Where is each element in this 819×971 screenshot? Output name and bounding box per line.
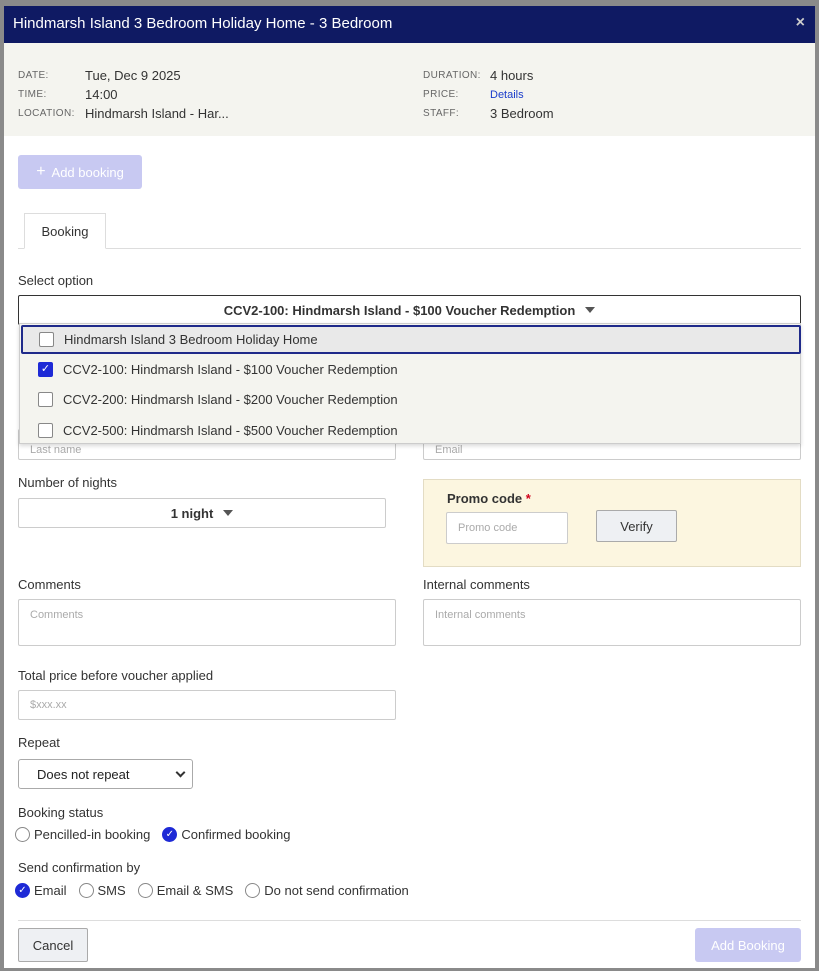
time-label: TIME: [18, 89, 47, 100]
radio-icon[interactable] [138, 883, 153, 898]
internal-comments-textarea[interactable] [423, 599, 801, 646]
checkbox-icon[interactable] [38, 392, 53, 407]
price-details-link[interactable]: Details [490, 89, 524, 101]
booking-status-group [15, 827, 302, 842]
dropdown-option[interactable] [21, 325, 801, 354]
option-label: CCV2-500: Hindmarsh Island - $500 Voucher Redemption [63, 422, 398, 438]
tab-booking[interactable]: Booking [24, 213, 106, 249]
checkbox-checked-icon[interactable]: ✓ [38, 362, 53, 377]
option-label: CCV2-200: Hindmarsh Island - $200 Voucher Redemption [63, 391, 398, 407]
email-placeholder: Email [435, 443, 463, 456]
status-option-pencilled[interactable] [15, 827, 150, 842]
duration-label: DURATION: [423, 70, 481, 81]
nights-select[interactable] [18, 498, 386, 528]
radio-label: Confirmed booking [181, 827, 291, 842]
internal-comments-placeholder: Internal comments [435, 609, 526, 621]
option-select[interactable] [18, 295, 801, 325]
duration-value: 4 hours [490, 68, 534, 83]
option-select-value: CCV2-100: Hindmarsh Island - $100 Voucher Redemption [223, 302, 576, 318]
checkbox-icon[interactable] [38, 423, 53, 438]
internal-comments-label: Internal comments [423, 577, 530, 592]
confirm-option-email[interactable] [15, 883, 67, 898]
add-booking-submit-button[interactable]: Add Booking [695, 928, 801, 962]
checkbox-icon[interactable] [39, 332, 54, 347]
comments-textarea[interactable] [18, 599, 396, 646]
modal-header [4, 6, 815, 43]
radio-checked-icon[interactable]: ✓ [162, 827, 177, 842]
option-label: Hindmarsh Island 3 Bedroom Holiday Home [64, 332, 318, 347]
repeat-value: Does not repeat [37, 766, 130, 782]
footer-divider [18, 920, 801, 921]
radio-icon[interactable] [79, 883, 94, 898]
option-label: CCV2-100: Hindmarsh Island - $100 Voucher Redemption [63, 361, 398, 377]
status-option-confirmed[interactable] [162, 827, 290, 842]
staff-value: 3 Bedroom [490, 106, 554, 121]
time-value: 14:00 [85, 87, 118, 102]
confirm-option-none[interactable] [245, 883, 409, 898]
booking-modal [4, 6, 815, 968]
tab-divider [18, 248, 801, 249]
radio-label: Email & SMS [156, 883, 234, 898]
radio-icon[interactable] [245, 883, 260, 898]
option-dropdown-list [19, 323, 801, 444]
promo-code-label: Promo code * [447, 491, 531, 506]
last-name-placeholder: Last name [30, 443, 82, 456]
dropdown-option[interactable] [20, 354, 802, 384]
radio-label: Do not send confirmation [264, 883, 409, 898]
comments-label: Comments [18, 577, 81, 592]
promo-code-panel [423, 479, 801, 567]
radio-icon[interactable] [15, 827, 30, 842]
staff-label: STAFF: [423, 108, 460, 119]
caret-down-icon [585, 307, 595, 313]
location-value: Hindmarsh Island - Har... [85, 106, 229, 121]
add-booking-label: Add booking [51, 164, 124, 180]
nights-label: Number of nights [18, 475, 117, 490]
confirmation-label: Send confirmation by [18, 860, 141, 875]
repeat-select[interactable] [18, 759, 193, 789]
total-price-placeholder: $xxx.xx [30, 699, 67, 711]
date-label: DATE: [18, 70, 49, 81]
required-marker: * [525, 491, 531, 506]
dropdown-option[interactable] [20, 415, 802, 445]
date-value: Tue, Dec 9 2025 [85, 68, 181, 83]
confirm-option-sms[interactable] [79, 883, 126, 898]
chevron-down-icon [176, 768, 186, 778]
radio-label: SMS [97, 883, 126, 898]
confirmation-group [15, 883, 421, 898]
radio-checked-icon[interactable]: ✓ [15, 883, 30, 898]
booking-status-label: Booking status [18, 805, 104, 820]
caret-down-icon [223, 510, 233, 516]
confirm-option-email-sms[interactable] [138, 883, 234, 898]
cancel-button[interactable]: Cancel [18, 928, 88, 962]
promo-code-placeholder: Promo code [458, 522, 518, 534]
modal-title: Hindmarsh Island 3 Bedroom Holiday Home - 3 Bedroom [13, 15, 393, 32]
radio-label: Pencilled-in booking [34, 827, 151, 842]
booking-info-panel [4, 43, 815, 136]
radio-label: Email [34, 883, 67, 898]
price-label: PRICE: [423, 89, 459, 100]
promo-code-input[interactable] [446, 512, 568, 544]
comments-placeholder: Comments [30, 609, 84, 621]
nights-value: 1 night [170, 505, 214, 521]
location-label: LOCATION: [18, 108, 75, 119]
close-icon[interactable]: × [795, 14, 805, 31]
plus-icon: + [36, 163, 46, 180]
total-price-input[interactable] [18, 690, 396, 720]
verify-button[interactable]: Verify [596, 510, 677, 542]
total-price-label: Total price before voucher applied [18, 668, 214, 683]
add-booking-button[interactable] [18, 155, 142, 189]
select-option-label: Select option [18, 273, 94, 288]
repeat-label: Repeat [18, 735, 60, 750]
dropdown-option[interactable] [20, 384, 802, 414]
